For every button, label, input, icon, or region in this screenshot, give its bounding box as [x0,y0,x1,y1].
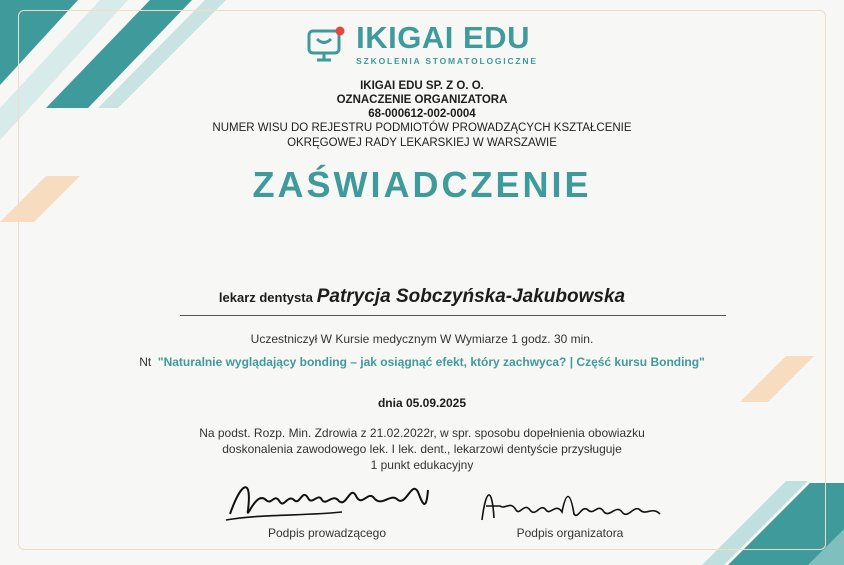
organizer-number: 68-000612-002-0004 [368,108,476,120]
organizer-label: OZNACZENIE ORGANIZATORA [336,94,508,106]
logo-tagline: SZKOLENIA STOMATOLOGICZNE [356,56,538,66]
participation-text: Uczestniczył W Kursie medycznym W Wymiarze 1 godz. 30 min. [250,332,594,346]
logo-name: IKIGAI EDU [356,20,530,55]
signature-right [470,480,670,540]
legal-line-2: doskonalenia zawodowego lek. I lek. dent., lekarzowi dentyście przysługuje [222,442,622,456]
registry-line-2: OKRĘGOWEJ RADY LEKARSKIEJ W WARSZAWIE [287,137,557,149]
name-underline [180,315,726,316]
course-title: "Naturalnie wyglądający bonding – jak osiągnąć efekt, który zachwyca? | Część kursu Bonding" [157,355,705,369]
course-line [0,355,844,369]
legal-basis [0,425,844,473]
recipient-role: lekarz dentysta [218,290,313,305]
logo [0,22,844,66]
recipient [0,286,844,308]
monitor-tooth-icon [306,24,348,64]
registry-text [0,121,844,151]
signature-right-label: Podpis organizatora [516,526,624,540]
legal-line-3: 1 punkt edukacyjny [370,458,474,472]
issue-date: dnia 05.09.2025 [377,396,467,410]
registry-line-1: NUMER WISU DO REJESTRU PODMIOTÓW PROWADZĄCYCH KSZTAŁCENIE [212,122,632,134]
signature-left-label: Podpis prowadzącego [267,526,387,540]
course-prefix: Nt [139,355,152,369]
signature-right-image [470,480,670,526]
signature-left [222,470,432,540]
recipient-name: Patrycja Sobczyńska-Jakubowska [316,286,626,307]
legal-line-1: Na podst. Rozp. Min. Zdrowia z 21.02.2022r, w spr. sposobu dopełnienia obowiazku [199,426,645,440]
organizer-company: IKIGAI EDU SP. Z O. O. [360,80,484,92]
certificate-title: ZAŚWIADCZENIE [252,164,592,205]
signature-left-image [222,470,432,526]
